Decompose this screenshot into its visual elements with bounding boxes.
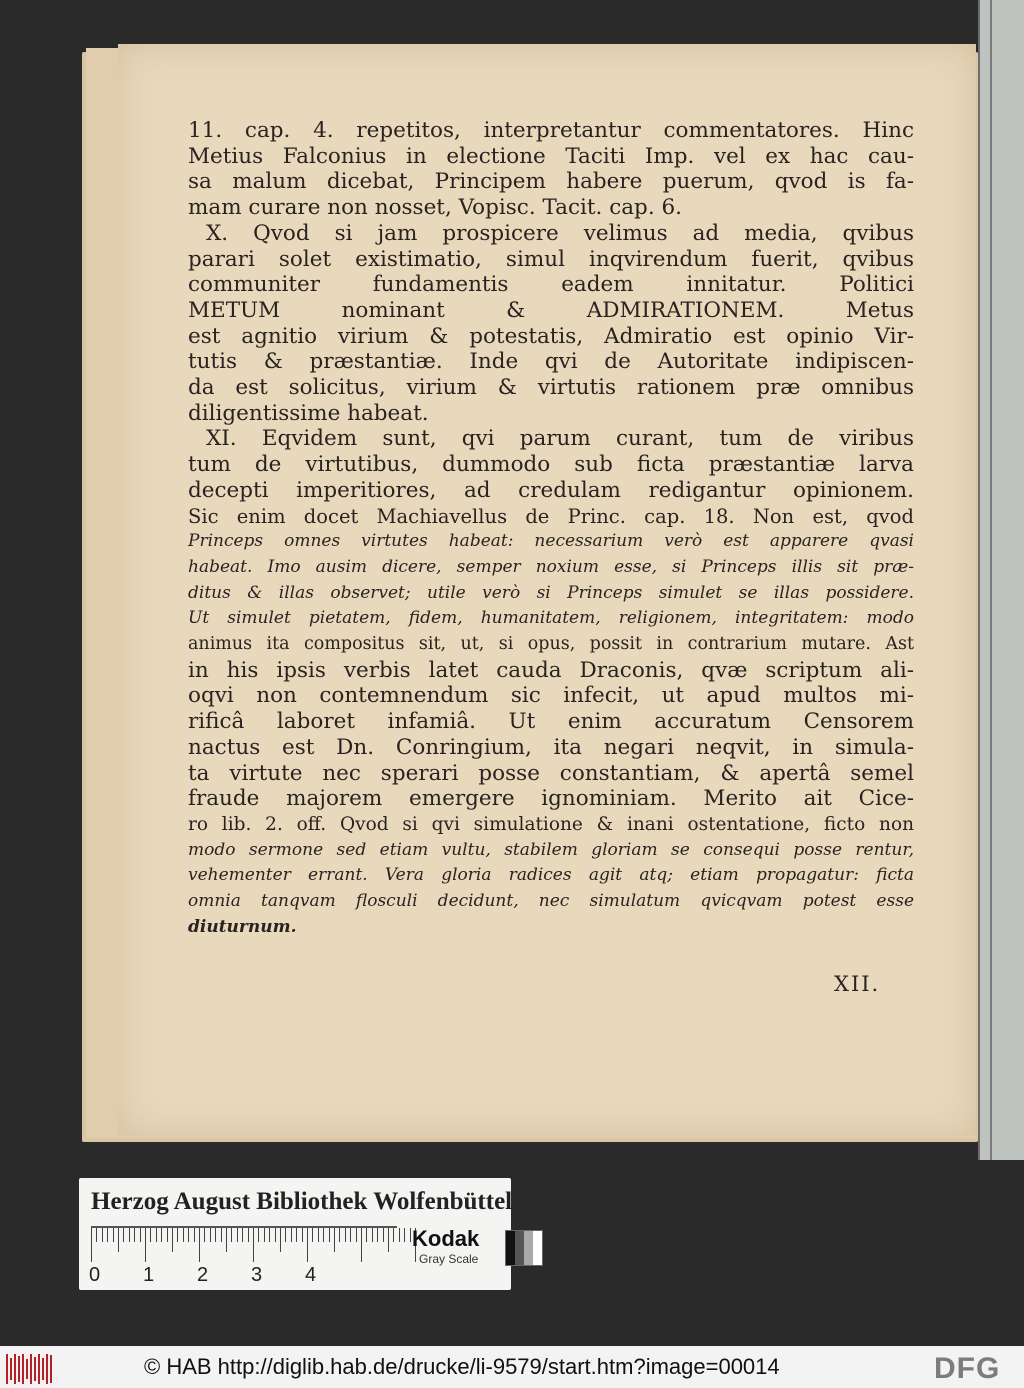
dfg-logo: DFG: [934, 1352, 1001, 1385]
ruler-tick: [161, 1228, 162, 1242]
ruler-tick: [177, 1228, 178, 1242]
gray-scale-label: Gray Scale: [419, 1252, 479, 1266]
ruler-tick: [253, 1228, 254, 1262]
text-line: mam curare non nosset, Vopisc. Tacit. cap. 6.: [188, 195, 683, 221]
text-line: omnia tanqvam flosculi decidunt, nec simulatum qvicqvam potest esse: [188, 891, 914, 912]
ruler-tick: [199, 1228, 200, 1262]
ruler-tick: [145, 1228, 146, 1262]
ruler-tick: [356, 1228, 357, 1242]
ruler-tick: [323, 1228, 324, 1242]
text-line: sa malum dicebat, Principem habere puerum, qvod is fa-: [188, 169, 914, 195]
text-line: diuturnum.: [188, 916, 297, 937]
ruler-tick: [350, 1228, 351, 1242]
ruler-tick: [377, 1228, 378, 1242]
ruler-tick: [372, 1228, 373, 1242]
ruler-tick: [215, 1228, 216, 1242]
ruler-tick: [248, 1228, 249, 1242]
ruler-tick: [134, 1228, 135, 1242]
ruler-tick: [264, 1228, 265, 1242]
ruler-tick: [269, 1228, 270, 1242]
ruler-tick: [393, 1228, 394, 1242]
scale-ruler: [91, 1226, 397, 1266]
ruler-tick: [275, 1228, 276, 1242]
ruler-tick: [140, 1228, 141, 1242]
text-line: ta virtute nec sperari posse constantiam, & apertâ semel: [188, 760, 914, 786]
ruler-tick: [285, 1228, 286, 1242]
ruler-tick: [113, 1228, 114, 1242]
text-line: communiter fundamentis eadem innitatur. Politici: [188, 272, 914, 298]
text-line: tutis & præstantiæ. Inde qvi de Autoritate indipiscen-: [188, 349, 914, 375]
ruler-tick: [258, 1228, 259, 1242]
text-line: X. Qvod si jam prospicere velimus ad media, qvibus: [206, 220, 914, 246]
ruler-tick: [296, 1228, 297, 1242]
text-line: Princeps omnes virtutes habeat: necessarium verò est apparere qvasi: [188, 531, 914, 552]
ruler-tick: [172, 1228, 173, 1252]
text-line: da est solicitus, virium & virtutis rationem præ omnibus: [188, 375, 914, 401]
ruler-tick: [129, 1228, 130, 1242]
catchword: XII.: [834, 972, 881, 996]
text-line: parari solet existimatio, simul inqvirendum fuerit, qvibus: [188, 246, 914, 272]
text-line: ditus & illas observet; utile verò si Princeps simulet se illas possidere.: [188, 582, 914, 603]
ruler-tick: [329, 1228, 330, 1242]
adjacent-sheet-edge: [978, 0, 1024, 1160]
ruler-tick: [410, 1228, 411, 1242]
text-line: animus ita compositus sit, ut, si opus, possit in contrarium mutare. Ast: [188, 634, 914, 655]
text-line: in his ipsis verbis latet cauda Draconis, qvæ scriptum ali-: [188, 657, 914, 683]
ruler-tick: [237, 1228, 238, 1242]
swatch: [533, 1231, 542, 1265]
ruler-tick: [210, 1228, 211, 1242]
ruler-tick: [188, 1228, 189, 1242]
ruler-tick: [399, 1228, 400, 1242]
ruler-tick: [194, 1228, 195, 1242]
ruler-tick: [291, 1228, 292, 1242]
text-line: vehementer errant. Vera gloria radices agit atq; etiam propagatur: ficta: [188, 865, 914, 886]
ruler-number: 1: [143, 1264, 155, 1286]
text-line: XI. Eqvidem sunt, qvi parum curant, tum de viribus: [206, 426, 914, 452]
text-line: fraude majorem emergere ignominiam. Merito ait Cice-: [188, 786, 914, 812]
text-line: Metius Falconius in electione Taciti Imp. vel ex hac cau-: [188, 143, 914, 169]
ruler-tick: [312, 1228, 313, 1242]
text-line: 11. cap. 4. repetitos, interpretantur commentatores. Hinc: [188, 118, 914, 143]
text-line: Sic enim docet Machiavellus de Princ. cap. 18. Non est, qvod: [188, 504, 914, 528]
text-line: tum de virtutibus, dummodo sub ficta præstantiæ larva: [188, 452, 914, 478]
text-line: est agnitio virium & potestatis, Admiratio est opinio Vir-: [188, 323, 914, 349]
text-line: decepti imperitiores, ad credulam redigantur opinionem.: [188, 477, 914, 503]
text-line: habeat. Imo ausim dicere, semper noxium esse, si Princeps illis sit præ-: [188, 556, 914, 577]
ruler-tick: [366, 1228, 367, 1242]
ruler-tick: [242, 1228, 243, 1242]
ruler-tick: [345, 1228, 346, 1242]
library-name: Herzog August Bibliothek Wolfenbüttel: [91, 1188, 513, 1215]
ruler-tick: [118, 1228, 119, 1252]
ruler-tick: [204, 1228, 205, 1242]
ruler-tick: [339, 1228, 340, 1242]
text-line: METUM nominant & ADMIRATIONEM. Metus: [188, 297, 914, 323]
hab-logo-icon: [6, 1354, 52, 1384]
ruler-tick: [156, 1228, 157, 1242]
ruler-tick: [388, 1228, 389, 1252]
ruler-tick: [167, 1228, 168, 1242]
ruler-tick: [107, 1228, 108, 1242]
page-text: [188, 118, 914, 941]
text-line: Ut simulet pietatem, fidem, humanitatem, religionem, integritatem: modo: [188, 608, 914, 629]
ruler-tick: [231, 1228, 232, 1242]
ruler-tick: [96, 1228, 97, 1242]
ruler-tick: [123, 1228, 124, 1242]
color-chart-card: [79, 1178, 511, 1290]
text-line: modo sermone sed etiam vultu, stabilem gloriam se consequi posse rentur,: [188, 839, 914, 860]
ruler-tick: [318, 1228, 319, 1242]
text-line: nactus est Dn. Conringium, ita negari neqvit, in simula-: [188, 734, 914, 760]
ruler-tick: [280, 1228, 281, 1252]
kodak-logo: Kodak: [412, 1226, 480, 1251]
ruler-number: 2: [197, 1264, 209, 1286]
ruler-tick: [183, 1228, 184, 1242]
ruler-number: 4: [305, 1264, 317, 1286]
ruler-number: 3: [251, 1264, 263, 1286]
text-line: diligentissime habeat.: [188, 400, 429, 426]
text-line: ro lib. 2. off. Qvod si qvi simulatione & inani ostentatione, ficto non: [188, 813, 914, 835]
copyright-link[interactable]: © HAB http://diglib.hab.de/drucke/li-9579/start.htm?image=00014: [144, 1354, 780, 1379]
footer-bar: [0, 1346, 1024, 1388]
swatch: [506, 1231, 515, 1265]
ruler-tick: [226, 1228, 227, 1252]
ruler-tick: [102, 1228, 103, 1242]
ruler-tick: [91, 1228, 92, 1262]
ruler-tick: [221, 1228, 222, 1242]
ruler-tick: [302, 1228, 303, 1242]
ruler-tick: [383, 1228, 384, 1242]
text-line: oqvi non contemnendum sic infecit, ut apud multos mi-: [188, 683, 914, 709]
ruler-number: 0: [89, 1264, 101, 1286]
ruler-tick: [334, 1228, 335, 1252]
ruler-tick: [361, 1228, 362, 1262]
swatch: [515, 1231, 524, 1265]
gray-swatches: [505, 1230, 543, 1266]
text-line: rificâ laboret infamiâ. Ut enim accuratum Censorem: [188, 709, 914, 735]
ruler-tick: [404, 1228, 405, 1242]
ruler-tick: [150, 1228, 151, 1242]
swatch: [524, 1231, 533, 1265]
ruler-tick: [307, 1228, 308, 1262]
